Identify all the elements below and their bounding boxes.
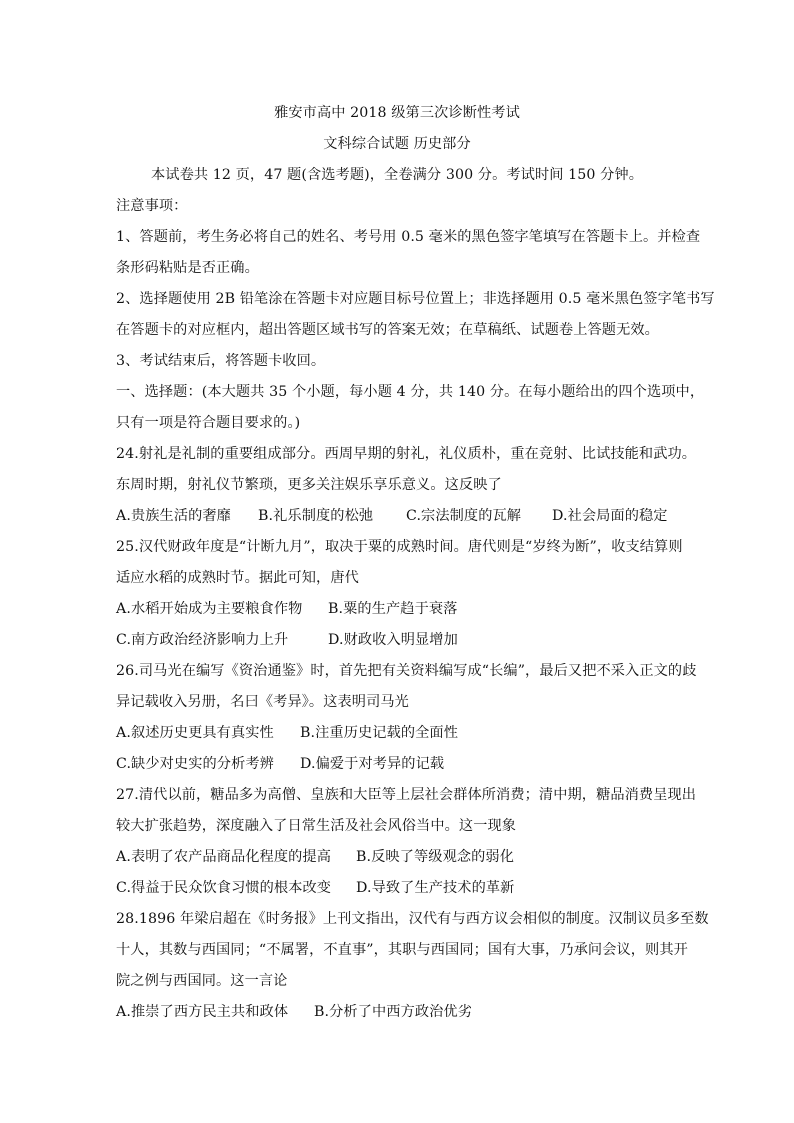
question-26-line-1: 26.司马光在编写《资治通鉴》时，首先把有关资料编写成“长编”，最后又把不采入正文的歧 [116, 663, 697, 679]
question-24-options [116, 506, 696, 526]
question-26-line-2: 异记载收入另册，名曰《考异》。这表明司马光 [116, 694, 409, 710]
section-heading-line-1: 一、选择题：(本大题共 35 个小题，每小题 4 分，共 140 分。在每小题给出的四个选项中， [116, 384, 705, 400]
note-item-3: 3、考试结束后，将答题卡收回。 [116, 353, 326, 369]
question-25-options-row-1 [116, 599, 696, 619]
question-26-option-d[interactable]: D.偏爱于对考异的记载 [300, 756, 445, 772]
question-25-option-c[interactable]: C.南方政治经济影响力上升 [116, 632, 289, 648]
question-27-line-1: 27.清代以前，糖品多为高僧、皇族和大臣等上层社会群体所消费；清中期，糖品消费呈现出 [116, 787, 697, 803]
note-item-2-line-2: 在答题卡的对应框内，超出答题区域书写的答案无效；在草稿纸、试题卷上答题无效。 [116, 322, 659, 338]
question-27-option-b[interactable]: B.反映了等级观念的弱化 [356, 849, 515, 865]
question-28-line-1: 28.1896 年梁启超在《时务报》上刊文指出，汉代有与西方议会相似的制度。汉制议员多至数 [116, 911, 709, 927]
question-27-options-row-1 [116, 847, 696, 867]
question-27-option-a[interactable]: A.表明了农产品商品化程度的提高 [116, 849, 331, 865]
question-28-options-row-1 [116, 1002, 696, 1022]
question-28-line-3: 院之例与西国同。这一言论 [116, 973, 288, 989]
question-25-line-2: 适应水稻的成熟时节。据此可知，唐代 [116, 570, 359, 586]
question-25-line-1: 25.汉代财政年度是“计断九月”，取决于粟的成熟时间。唐代则是“岁终为断”，收支结算则 [116, 539, 683, 555]
note-item-1-line-1: 1、答题前，考生务必将自己的姓名、考号用 0.5 毫米的黑色签字笔填写在答题卡上。并检查 [116, 229, 701, 245]
question-24-option-a[interactable]: A.贵族生活的奢靡 [116, 508, 231, 524]
question-24-option-c[interactable]: C.宗法制度的瓦解 [406, 508, 522, 524]
question-25-option-b[interactable]: B.粟的生产趋于衰落 [328, 601, 458, 617]
question-28-line-2: 十人，其数与西国同；“不属署，不直事”，其职与西国同；国有大事，乃承问会议，则其开 [116, 942, 688, 958]
question-27-option-c[interactable]: C.得益于民众饮食习惯的根本改变 [116, 880, 332, 896]
question-26-option-b[interactable]: B.注重历史记载的全面性 [300, 725, 459, 741]
question-26-options-row-1 [116, 723, 696, 743]
question-27-options-row-2 [116, 878, 696, 898]
question-24-option-d[interactable]: D.社会局面的稳定 [552, 508, 668, 524]
question-26-options-row-2 [116, 754, 696, 774]
notes-heading: 注意事项： [116, 198, 188, 214]
question-26-option-c[interactable]: C.缺少对史实的分析考辨 [116, 756, 274, 772]
question-28-option-a[interactable]: A.推崇了西方民主共和政体 [116, 1004, 289, 1020]
question-27-option-d[interactable]: D.导致了生产技术的革新 [356, 880, 515, 896]
note-item-2-line-1: 2、选择题使用 2B 铅笔涂在答题卡对应题目标号位置上；非选择题用 0.5 毫米黑色签字笔书写 [116, 291, 715, 307]
section-heading-line-2: 只有一项是符合题目要求的。) [116, 415, 301, 431]
exam-title: 雅安市高中 2018 级第三次诊断性考试 [274, 105, 520, 121]
question-26-option-a[interactable]: A.叙述历史更具有真实性 [116, 725, 274, 741]
exam-subtitle: 文科综合试题 历史部分 [323, 136, 471, 152]
exam-info: 本试卷共 12 页，47 题(含选考题)，全卷满分 300 分。考试时间 150 分钟。 [151, 167, 643, 183]
question-28-option-b[interactable]: B.分析了中西方政治优劣 [314, 1004, 473, 1020]
question-25-option-d[interactable]: D.财政收入明显增加 [328, 632, 458, 648]
question-25-option-a[interactable]: A.水稻开始成为主要粮食作物 [116, 601, 303, 617]
question-25-options-row-2 [116, 630, 696, 650]
question-24-option-b[interactable]: B.礼乐制度的松弛 [258, 508, 374, 524]
note-item-1-line-2: 条形码粘贴是否正确。 [116, 260, 259, 276]
question-24-line-1: 24.射礼是礼制的重要组成部分。西周早期的射礼，礼仪质朴，重在竞射、比试技能和武功。 [116, 446, 697, 462]
question-24-line-2: 东周时期，射礼仪节繁琐，更多关注娱乐享乐意义。这反映了 [116, 477, 502, 493]
question-27-line-2: 较大扩张趋势，深度融入了日常生活及社会风俗当中。这一现象 [116, 818, 517, 834]
